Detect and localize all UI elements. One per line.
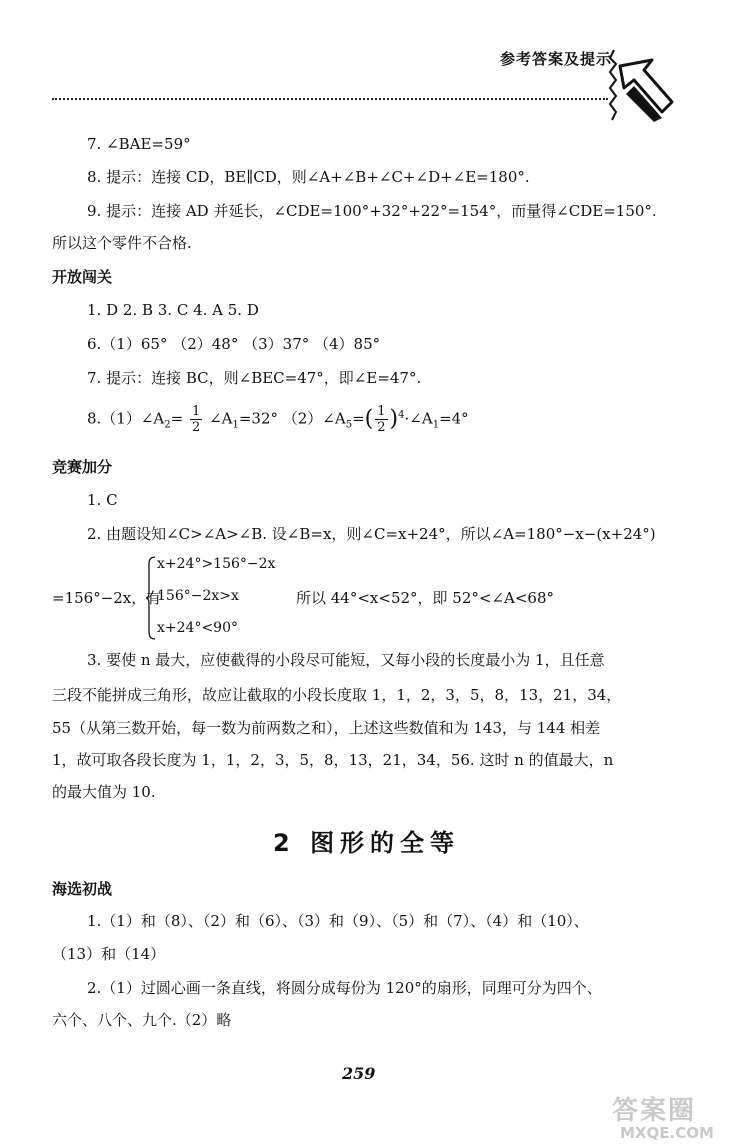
s1-a8-eq: = [352, 409, 365, 428]
page-number: 259 [342, 1064, 376, 1083]
header-title: 参考答案及提示 [500, 50, 613, 68]
s1-a8-part: =32° （2）∠A [238, 409, 346, 428]
paren-open: ( [364, 406, 374, 432]
answer-9-line-2: 所以这个零件不合格. [52, 234, 192, 252]
system-brace-icon [146, 556, 156, 640]
s2-answer-3-line-4: 1，故可取各段长度为 1，1，2，3，5，8，13，21，34，56. 这时 n 的值最大，n [52, 751, 614, 769]
s1-a8-part: =4° [439, 409, 469, 428]
s1-answer-6: 6.（1）65° （2）48° （3）37° （4）85° [87, 335, 381, 353]
header-dotted-rule [52, 98, 608, 100]
chapter-heading [273, 823, 460, 858]
s3-answer-1-line-1: 1.（1）和（8）、（2）和（6）、（3）和（9）、（5）和（7）、（4）和（10）、 [87, 912, 589, 930]
s1-a8-sub: 1 [232, 419, 239, 431]
s2-answer-2-result: 所以 44°<x<52°，即 52°<∠A<68° [296, 589, 555, 607]
watermark-text: 答案圈 [612, 1096, 697, 1126]
section-title-contest: 竞赛加分 [52, 458, 113, 476]
s1-answer-8 [87, 404, 469, 436]
s1-answer-7: 7. 提示：连接 BC，则∠BEC=47°，即∠E=47°. [87, 369, 422, 387]
s2-answer-3-line-2: 三段不能拼成三角形，故应让截取的小段长度取 1，1，2，3，5，8，13，21，34， [52, 686, 622, 704]
s2-answer-3-line-1: 3. 要使 n 最大，应使截得的小段尽可能短，又每小段的长度最小为 1，且任意 [87, 651, 605, 669]
system-row-3: x+24°<90° [157, 620, 238, 636]
fraction-one-half [190, 404, 202, 435]
frac-num: 1 [192, 404, 201, 419]
s2-answer-3-line-5: 的最大值为 10. [52, 783, 156, 801]
paren-close: ) [389, 406, 399, 432]
chapter-title: 图形的全等 [310, 829, 461, 857]
s1-a8-part: ∠A [209, 409, 233, 428]
frac-den: 2 [192, 420, 201, 435]
s2-answer-2-line-1: 2. 由题设知∠C>∠A>∠B. 设∠B=x，则∠C=x+24°，所以∠A=180°−x−(x+24°) [87, 525, 656, 543]
answer-9-line-1: 9. 提示：连接 AD 并延长，∠CDE=100°+32°+22°=154°，而量得∠CDE=150°. [87, 202, 657, 220]
s3-answer-2-line-2: 六个、八个、九个.（2）略 [52, 1011, 232, 1029]
s2-answer-1: 1. C [87, 491, 118, 509]
chapter-number: 2 [273, 829, 296, 857]
s1-a8-eq: = [170, 409, 184, 428]
frac-den: 2 [377, 420, 386, 435]
system-row-2: 156°−2x>x [157, 588, 239, 604]
answer-7: 7. ∠BAE=59° [87, 135, 191, 153]
fraction-one-half [375, 404, 387, 435]
s1-a8-sub: 2 [164, 419, 171, 431]
frac-num: 1 [377, 404, 386, 419]
s1-a8-exponent: 4 [398, 409, 405, 421]
s3-answer-2-line-1: 2.（1）过圆心画一条直线，将圆分成每份为 120°的扇形，同理可分为四个、 [87, 979, 602, 997]
corner-arrow-icon [600, 46, 680, 126]
s3-answer-1-line-2: （13）和（14） [52, 945, 166, 963]
section-title-first-round: 海选初战 [52, 880, 113, 898]
section-title-open: 开放闯关 [52, 268, 113, 286]
watermark-logo [612, 1090, 696, 1127]
s1-a8-part: 8.（1）∠A [87, 409, 165, 428]
s2-answer-3-line-3: 55（从第三数开始，每一数为前两数之和），上述这些数值和为 143，与 144 相差 [52, 719, 601, 737]
system-row-1: x+24°>156°−2x [157, 556, 276, 572]
watermark-url: MXQE.COM [620, 1124, 714, 1142]
s1-a8-sub: 1 [432, 419, 440, 431]
s1-answers-1-5: 1. D 2. B 3. C 4. A 5. D [87, 301, 259, 319]
answer-8: 8. 提示：连接 CD，BE∥CD，则∠A+∠B+∠C+∠D+∠E=180°. [87, 168, 530, 186]
s2-answer-2-left: =156°−2x，有 [52, 589, 162, 607]
s1-a8-part: ·∠A [404, 409, 433, 428]
s1-a8-sub: 5 [345, 419, 353, 431]
